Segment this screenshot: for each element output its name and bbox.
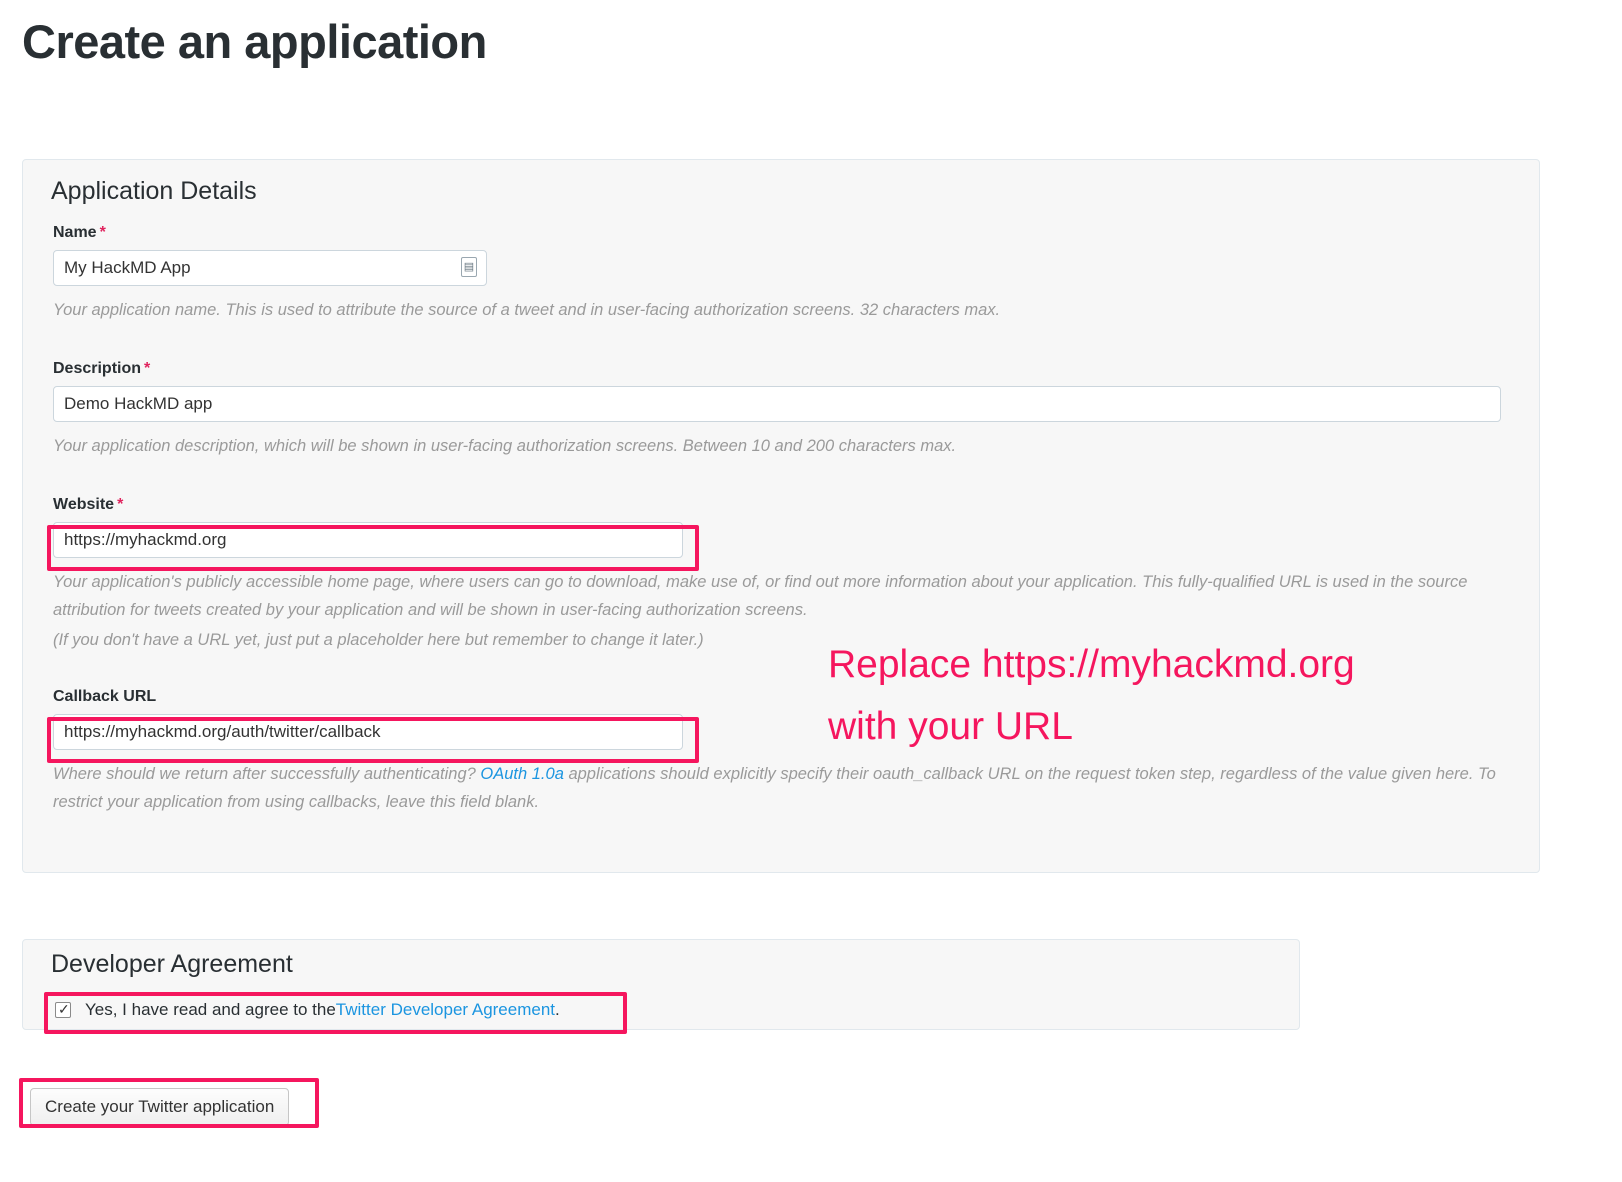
- website-input[interactable]: [53, 522, 683, 558]
- application-details-heading: Application Details: [51, 177, 257, 205]
- callback-help-prefix: Where should we return after successfully authenticating?: [53, 765, 481, 783]
- agreement-text-prefix: Yes, I have read and agree to the: [85, 1000, 336, 1019]
- website-field-group: [53, 496, 1503, 654]
- description-help-text: Your application description, which will be shown in user-facing authorization screens. Between 10 and 200 characters max.: [53, 437, 957, 455]
- website-help-text-line2: (If you don't have a URL yet, just put a placeholder here but remember to change it later.): [53, 631, 704, 650]
- twitter-developer-agreement-link[interactable]: Twitter Developer Agreement: [335, 1000, 556, 1019]
- agreement-checkbox[interactable]: [55, 1002, 71, 1018]
- callback-help-text: [53, 760, 1503, 816]
- oauth-1-0a-link[interactable]: OAuth 1.0a: [480, 765, 564, 783]
- description-input[interactable]: [53, 386, 1501, 422]
- description-field-group: [53, 360, 1501, 460]
- name-help-text: Your application name. This is used to attribute the source of a tweet and in user-facing authorization screens. 32 characters max.: [53, 301, 1001, 319]
- name-label: Name *: [53, 224, 106, 241]
- annotation-replace-url: [828, 634, 1508, 759]
- create-application-page: [0, 14, 1622, 1182]
- name-input[interactable]: [53, 250, 487, 286]
- create-twitter-application-button[interactable]: Create your Twitter application: [30, 1088, 289, 1126]
- callback-label: Callback URL: [53, 688, 157, 705]
- description-label: Description *: [53, 360, 151, 377]
- callback-help-suffix: applications should explicitly specify their oauth_callback URL on the request token step, regardless of the value given here. To restrict your application from using callbacks, leave this field blank.: [53, 765, 1496, 812]
- website-help-text-line1: Your application's publicly accessible home page, where users can go to download, make use of, or find out more information about your application. This fully-qualified URL is used in the source attribution for tweets created by your application and will be shown in user-facing authorization screens.: [53, 573, 1468, 620]
- callback-url-input[interactable]: [53, 714, 683, 750]
- annotation-line-2: with your URL: [828, 705, 1073, 749]
- agreement-text-suffix: .: [555, 1000, 560, 1019]
- website-required-marker: *: [117, 496, 124, 513]
- description-required-marker: *: [144, 360, 151, 377]
- developer-agreement-row[interactable]: [55, 1000, 560, 1020]
- website-label: Website *: [53, 496, 124, 513]
- name-field-group: [53, 224, 1000, 324]
- developer-agreement-heading: Developer Agreement: [51, 950, 293, 978]
- annotation-line-1: Replace https://myhackmd.org: [828, 643, 1355, 686]
- page-title: Create an application: [22, 15, 487, 68]
- contact-card-icon[interactable]: ▤: [461, 257, 477, 277]
- name-required-marker: *: [99, 224, 106, 241]
